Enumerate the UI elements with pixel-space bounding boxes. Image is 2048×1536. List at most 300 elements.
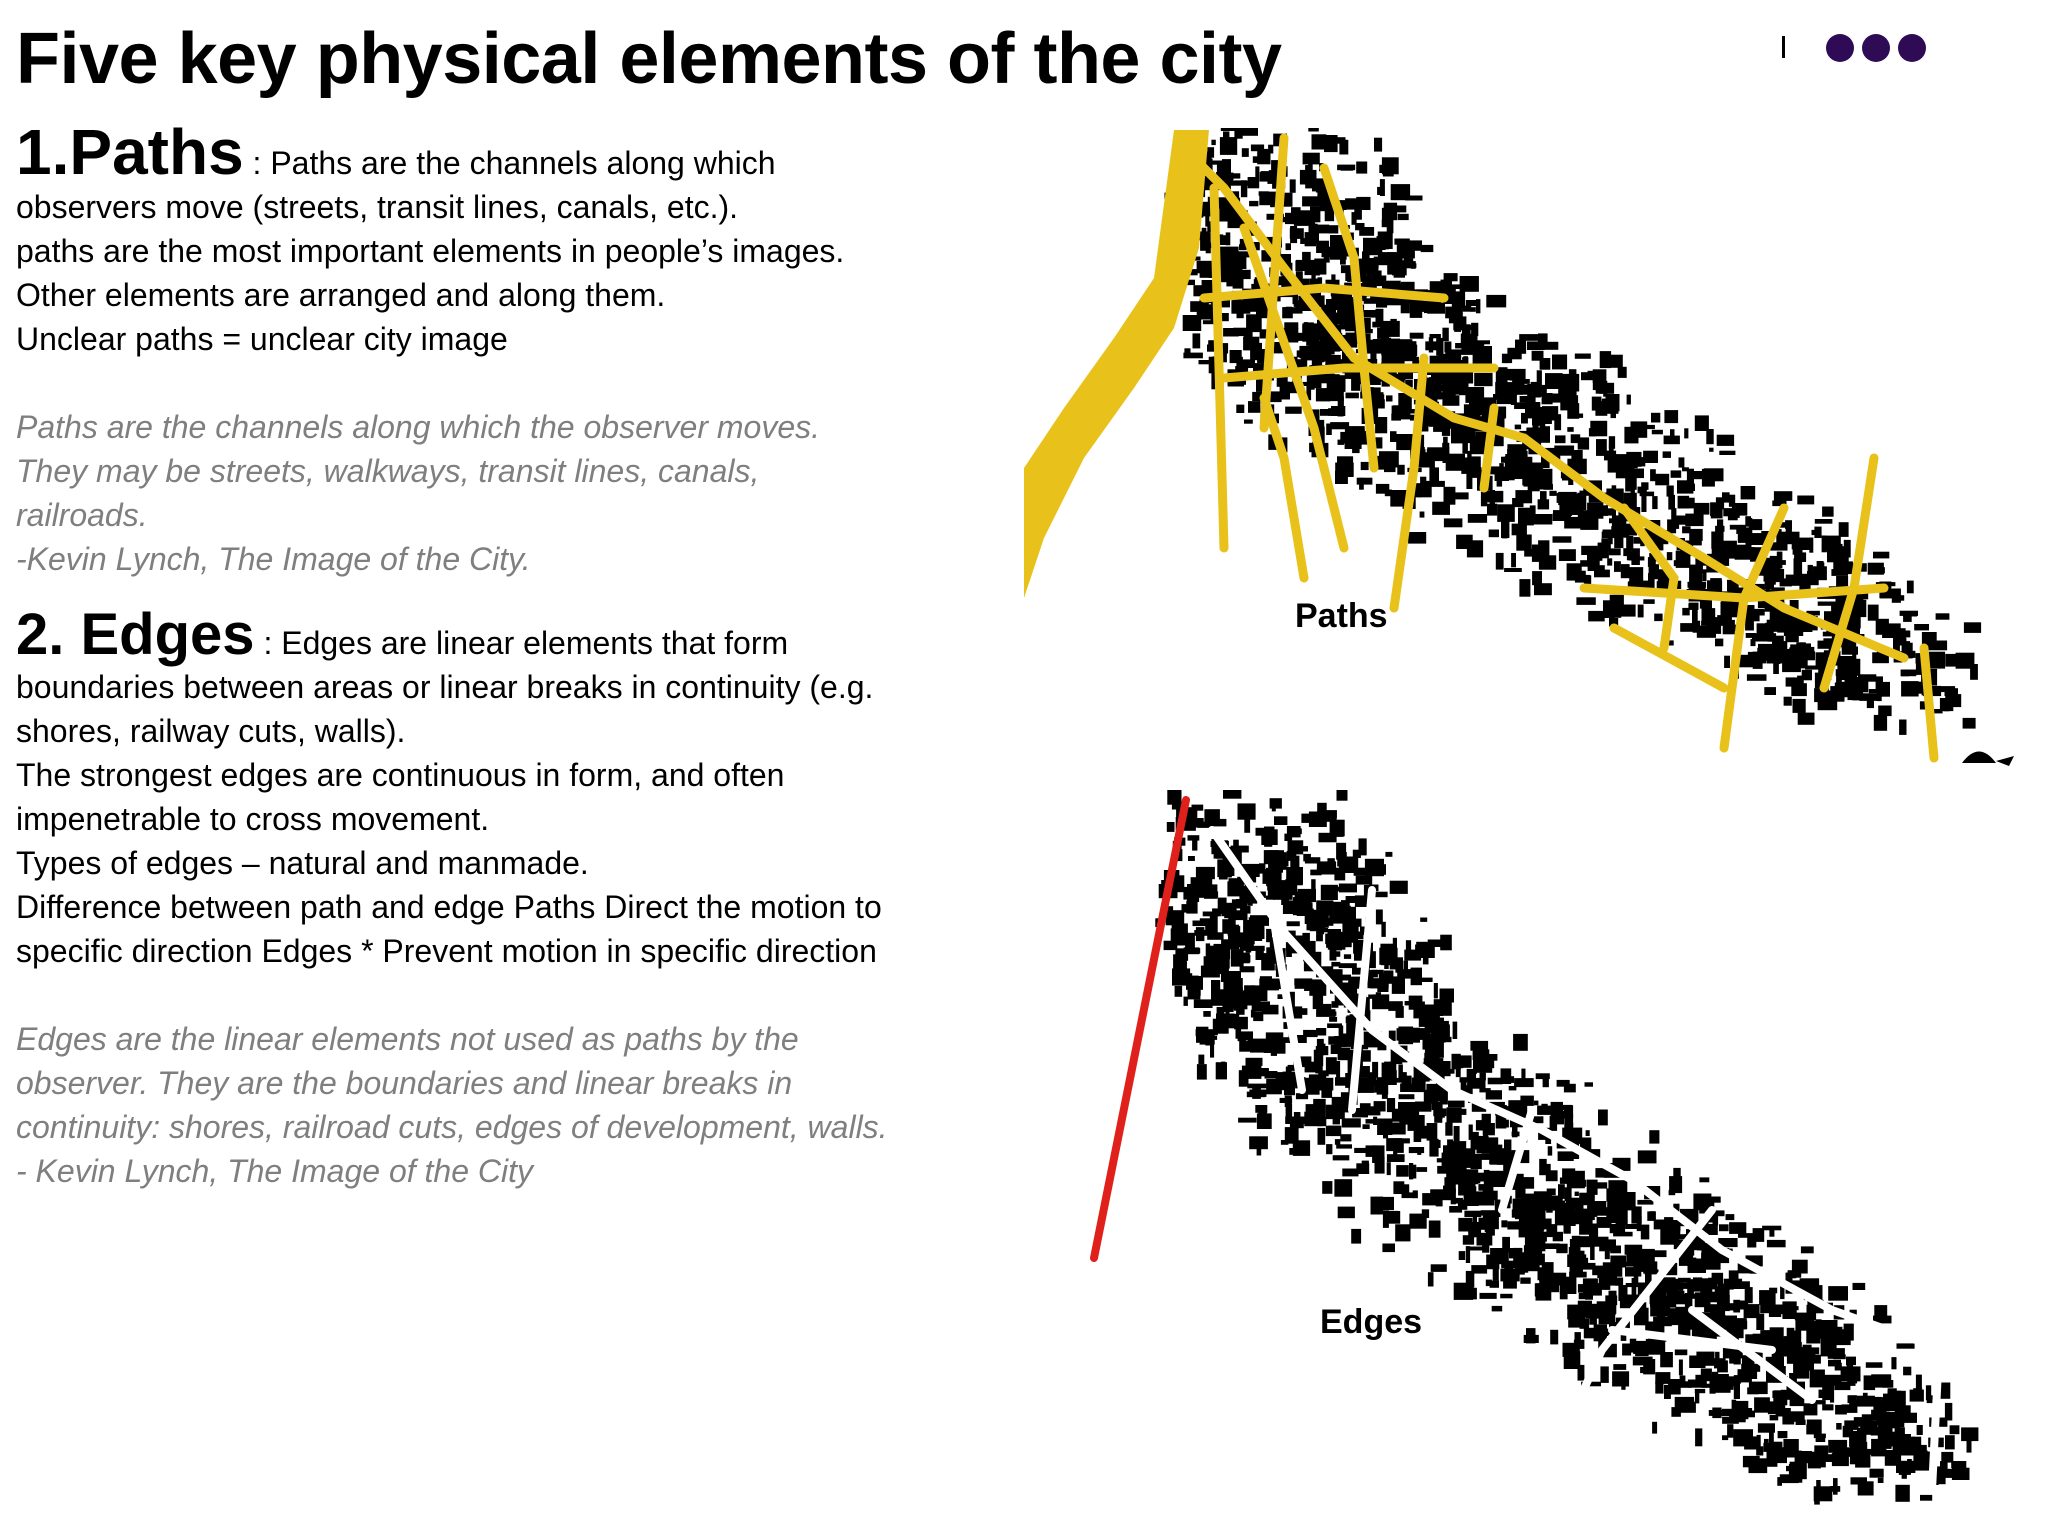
building-block [1587, 550, 1602, 561]
building-block [1900, 611, 1918, 616]
building-block [1678, 1278, 1691, 1282]
building-block [1273, 883, 1293, 900]
building-block [1749, 1458, 1768, 1473]
building-block [1669, 1176, 1682, 1193]
building-block [1250, 931, 1262, 941]
building-block [1192, 889, 1203, 897]
building-block [1928, 641, 1947, 651]
decor-dot [1826, 34, 1854, 62]
building-block [1685, 1293, 1693, 1308]
paths-line: paths are the most important elements in people’s images. [16, 233, 845, 269]
building-block [1572, 1236, 1581, 1252]
building-block [1778, 1431, 1788, 1438]
building-block [1818, 641, 1833, 649]
building-block [1900, 1413, 1917, 1423]
building-block [1741, 1364, 1760, 1372]
building-block [1507, 348, 1521, 360]
building-block [1390, 881, 1408, 894]
building-block [1325, 934, 1336, 945]
building-block [1482, 1244, 1489, 1253]
building-block [1622, 1344, 1631, 1356]
building-block [1857, 1396, 1875, 1407]
building-block [1641, 495, 1646, 512]
building-block [1679, 457, 1685, 467]
building-block [1374, 138, 1382, 152]
building-block [1846, 1357, 1856, 1366]
building-block [1734, 1352, 1741, 1364]
building-block [1738, 1411, 1756, 1418]
building-block [1848, 1395, 1857, 1403]
building-block [1256, 950, 1264, 960]
building-block [1559, 549, 1576, 561]
building-block [1548, 1146, 1553, 1155]
building-block [1285, 1117, 1305, 1125]
building-block [1668, 495, 1675, 510]
building-block [1706, 429, 1713, 444]
building-block [1463, 459, 1481, 469]
building-block [1444, 487, 1456, 505]
building-block [1460, 276, 1479, 292]
building-block [1750, 610, 1759, 615]
building-block [1757, 623, 1774, 640]
building-block [1182, 904, 1192, 913]
building-block [1249, 1090, 1266, 1097]
building-block [1172, 804, 1181, 809]
building-block [1337, 790, 1348, 801]
building-block [1655, 474, 1669, 486]
building-block [1210, 952, 1230, 969]
building-block [1513, 1034, 1528, 1051]
building-block [1728, 509, 1738, 520]
building-block [1289, 1148, 1309, 1155]
building-block [1694, 503, 1710, 515]
building-block [1598, 1110, 1608, 1126]
building-block [1462, 377, 1467, 386]
building-block [1675, 1350, 1688, 1356]
building-block [1729, 1270, 1739, 1282]
building-block [1393, 1181, 1404, 1194]
building-block [1575, 354, 1591, 359]
building-block [1348, 429, 1365, 439]
building-block [1314, 269, 1320, 275]
building-block [1589, 1314, 1597, 1325]
building-block [1171, 928, 1186, 945]
building-block [1853, 1283, 1866, 1290]
building-block [1294, 846, 1308, 851]
building-block [1709, 448, 1713, 452]
building-block [1331, 962, 1340, 967]
edges-line: shores, railway cuts, walls). [16, 713, 406, 749]
building-block [1556, 1244, 1567, 1254]
paths-caption: Paths [1295, 597, 1388, 635]
building-block [1462, 324, 1471, 338]
building-block [1390, 431, 1397, 442]
paths-quote-line: They may be streets, walkways, transit lines, canals, [16, 453, 760, 489]
building-block [1548, 1171, 1557, 1180]
building-block [1888, 1391, 1906, 1409]
building-block [1297, 903, 1313, 916]
building-block [1339, 963, 1357, 968]
building-block [1486, 1228, 1495, 1236]
building-block [1207, 932, 1223, 940]
building-block [1645, 1261, 1658, 1274]
building-block [1664, 1385, 1671, 1399]
building-block [1593, 374, 1604, 390]
building-block [1511, 553, 1516, 567]
building-block [1812, 530, 1820, 535]
building-block [1801, 1246, 1814, 1253]
building-block [1558, 1184, 1565, 1199]
building-block [1244, 999, 1260, 1006]
building-block [1470, 307, 1475, 312]
building-block [1482, 1114, 1491, 1129]
building-block [1488, 1078, 1503, 1085]
building-block [1398, 214, 1409, 220]
building-block [1701, 621, 1717, 626]
building-block [1896, 1461, 1915, 1473]
building-block [1612, 485, 1617, 489]
building-block [1764, 1401, 1769, 1408]
building-block [1890, 1432, 1895, 1447]
building-block [1625, 1224, 1637, 1229]
edges-line: Difference between path and edge Paths Direct the motion to [16, 889, 882, 925]
building-block [1827, 546, 1846, 562]
building-block [1671, 470, 1682, 477]
building-block [1459, 1251, 1466, 1260]
building-block [1284, 322, 1298, 329]
building-block [1522, 1203, 1539, 1218]
building-block [1907, 581, 1914, 594]
building-block [1447, 1107, 1462, 1123]
building-block [1855, 1438, 1863, 1449]
building-block [1198, 1055, 1204, 1065]
building-block [1427, 447, 1443, 461]
building-block [1310, 206, 1320, 222]
building-block [1586, 1212, 1592, 1224]
building-block [1655, 1381, 1663, 1393]
building-block [1386, 395, 1393, 401]
building-block [1871, 1427, 1884, 1436]
building-block [1500, 1294, 1512, 1299]
building-block [1228, 925, 1239, 939]
building-block [1784, 697, 1792, 706]
building-block [1287, 921, 1300, 926]
building-block [1568, 1314, 1584, 1328]
building-block [1519, 334, 1538, 341]
building-block [1446, 1147, 1458, 1160]
building-block [1594, 1324, 1607, 1341]
building-block [1711, 532, 1723, 549]
building-block [1591, 1182, 1607, 1188]
building-block [1399, 1094, 1415, 1099]
building-block [1327, 1023, 1342, 1028]
building-block [1626, 1254, 1640, 1266]
building-block [1486, 1280, 1492, 1287]
building-block [1489, 1157, 1493, 1165]
building-block [1392, 976, 1405, 994]
building-block [1249, 201, 1258, 206]
building-block [1205, 210, 1209, 226]
building-block [1741, 486, 1756, 499]
building-block [1349, 896, 1357, 903]
building-block [1613, 395, 1618, 404]
building-block [1753, 652, 1763, 669]
edges-section [16, 602, 1016, 1193]
edges-quote-line: observer. They are the boundaries and linear breaks in [16, 1065, 793, 1101]
building-block [1435, 388, 1442, 399]
building-block [1794, 558, 1803, 576]
building-block [1520, 1278, 1530, 1284]
building-block [1326, 1057, 1337, 1074]
building-block [1382, 157, 1399, 174]
building-block [1317, 1004, 1332, 1015]
building-block [1532, 351, 1544, 361]
building-block [1185, 933, 1195, 950]
building-block [1833, 561, 1853, 574]
building-block [1678, 498, 1695, 509]
building-block [1876, 676, 1883, 692]
building-block [1414, 1131, 1422, 1142]
building-block [1434, 999, 1443, 1013]
building-block [1729, 1222, 1746, 1234]
building-block [1251, 946, 1265, 951]
building-block [1411, 261, 1416, 269]
building-block [1253, 156, 1269, 163]
building-block [1374, 1101, 1386, 1111]
building-block [1232, 955, 1251, 962]
building-block [1699, 1177, 1709, 1182]
building-block [1404, 961, 1409, 970]
building-block [1181, 949, 1188, 961]
building-block [1575, 1192, 1579, 1196]
paths-line: Unclear paths = unclear city image [16, 321, 508, 357]
building-block [1774, 651, 1780, 664]
building-block [1895, 1485, 1909, 1502]
building-block [1223, 790, 1241, 799]
building-block [1377, 1077, 1389, 1094]
building-block [1251, 317, 1262, 333]
building-block [1910, 1390, 1924, 1402]
building-block [1326, 810, 1337, 818]
building-block [1196, 927, 1205, 941]
building-block [1240, 128, 1258, 136]
building-block [1905, 631, 1910, 638]
building-block [1274, 816, 1287, 825]
building-block [1515, 490, 1532, 503]
building-block [1268, 145, 1273, 154]
building-block [1643, 451, 1658, 463]
building-block [1301, 814, 1319, 823]
building-block [1609, 548, 1621, 555]
building-block [1466, 1246, 1470, 1263]
building-block [1553, 514, 1566, 522]
building-block [1262, 1005, 1279, 1015]
building-block [1416, 942, 1431, 951]
building-block [1866, 1362, 1883, 1368]
building-block [1240, 966, 1255, 972]
building-block [1421, 245, 1434, 252]
building-block [1320, 409, 1330, 416]
building-block [1445, 307, 1463, 319]
building-block [1558, 1151, 1574, 1161]
building-block [1532, 571, 1542, 585]
building-block [1660, 1302, 1668, 1312]
building-block [1188, 856, 1195, 861]
building-block [1652, 430, 1663, 435]
building-block [1669, 1291, 1685, 1302]
building-block [1663, 451, 1671, 458]
building-block [1803, 1355, 1821, 1364]
building-block [1774, 1398, 1783, 1408]
building-block [1505, 454, 1514, 467]
building-block [1212, 908, 1221, 916]
building-block [1460, 1077, 1469, 1082]
building-block [1967, 1441, 1972, 1453]
building-block [1793, 544, 1803, 555]
building-block [1241, 270, 1250, 279]
building-block [1696, 1352, 1714, 1366]
building-block [1868, 563, 1884, 575]
street-line [1264, 398, 1304, 578]
building-block [1409, 1214, 1426, 1229]
building-block [1621, 1374, 1625, 1390]
building-block [1629, 567, 1643, 582]
building-block [1688, 604, 1695, 610]
building-block [1243, 337, 1259, 351]
page-title: Five key physical elements of the city [16, 19, 1282, 99]
building-block [1638, 605, 1644, 618]
building-block [1891, 1357, 1896, 1369]
building-block [1359, 838, 1367, 855]
building-block [1718, 1295, 1730, 1311]
building-block [1702, 1289, 1713, 1296]
building-block [1612, 1371, 1629, 1386]
building-block [1733, 1300, 1740, 1313]
building-block [1577, 452, 1583, 456]
building-block [1429, 467, 1439, 483]
building-block [1850, 1448, 1858, 1464]
building-block [1322, 1181, 1332, 1194]
building-block [1585, 1082, 1594, 1086]
building-block [1770, 1415, 1779, 1420]
building-block [1916, 1375, 1922, 1392]
building-block [1817, 561, 1824, 578]
paths-map-image [1024, 128, 2048, 788]
building-block [1593, 1283, 1602, 1296]
building-block [1429, 1221, 1441, 1238]
building-block [1502, 532, 1507, 538]
building-block [1338, 1207, 1355, 1219]
building-block [1298, 889, 1316, 902]
building-block [1564, 517, 1581, 529]
building-block [1588, 565, 1605, 571]
building-block [1473, 1215, 1477, 1222]
edges-heading: 2. Edges [16, 602, 255, 667]
building-block [1815, 519, 1833, 524]
building-block [1223, 131, 1229, 148]
paths-heading-line [16, 116, 1016, 188]
building-block [1382, 1063, 1396, 1078]
building-block [1534, 583, 1552, 595]
building-block [1271, 160, 1278, 172]
building-block [1612, 515, 1626, 526]
building-block [1352, 212, 1357, 225]
building-block [1623, 548, 1631, 556]
building-block [1295, 260, 1312, 271]
building-block [1194, 999, 1213, 1008]
building-block [1721, 602, 1739, 618]
building-block [1578, 1301, 1592, 1312]
building-block [1413, 1002, 1425, 1019]
building-block [1715, 639, 1723, 647]
building-block [1844, 1371, 1854, 1375]
building-block [1251, 145, 1264, 152]
building-block [1257, 1139, 1262, 1155]
building-block [1219, 208, 1237, 222]
building-block [1712, 1381, 1731, 1393]
building-block [1285, 407, 1302, 414]
building-block [1308, 128, 1319, 132]
building-block [1752, 1337, 1770, 1342]
building-block [1371, 350, 1377, 356]
building-block [1671, 1311, 1682, 1321]
building-block [1193, 921, 1211, 927]
building-block [1569, 369, 1577, 380]
building-block [1410, 333, 1424, 339]
building-block [1786, 677, 1804, 686]
paths-intro: : Paths are the channels along which [243, 145, 776, 181]
building-block [1266, 1032, 1284, 1046]
building-block [1747, 674, 1767, 681]
building-block [1950, 1425, 1960, 1434]
building-block [1468, 1222, 1481, 1237]
building-block [1345, 198, 1360, 209]
building-block [1566, 1198, 1584, 1210]
building-block [1395, 1224, 1410, 1241]
building-block [1344, 954, 1351, 959]
building-block [1445, 1122, 1452, 1135]
building-block [1381, 922, 1385, 937]
building-block [1963, 718, 1976, 729]
building-block [1454, 1283, 1473, 1300]
building-block [1724, 656, 1730, 668]
building-block [1717, 435, 1734, 446]
building-block [1183, 315, 1202, 331]
building-block [1679, 1360, 1683, 1376]
building-block [1336, 1144, 1352, 1148]
building-block [1382, 1244, 1395, 1253]
building-block [1637, 1216, 1642, 1231]
building-block [1524, 549, 1538, 557]
building-block [1774, 1390, 1784, 1396]
building-block [1514, 1078, 1534, 1087]
building-block [1702, 469, 1715, 487]
building-block [1553, 536, 1572, 542]
edges-quote-line: continuity: shores, railroad cuts, edges of development, walls. [16, 1109, 888, 1145]
building-block [1468, 514, 1487, 523]
building-block [1719, 1224, 1729, 1231]
building-block [1441, 1027, 1446, 1032]
building-block [1270, 852, 1287, 870]
building-block [1244, 818, 1250, 832]
building-block [1326, 1144, 1332, 1154]
building-block [1328, 225, 1338, 233]
building-block [1709, 1410, 1725, 1416]
edges-line: specific direction Edges * Prevent motion in specific direction [16, 933, 877, 969]
building-block [1497, 391, 1513, 404]
building-block [1667, 552, 1673, 560]
building-block [1396, 1165, 1409, 1177]
